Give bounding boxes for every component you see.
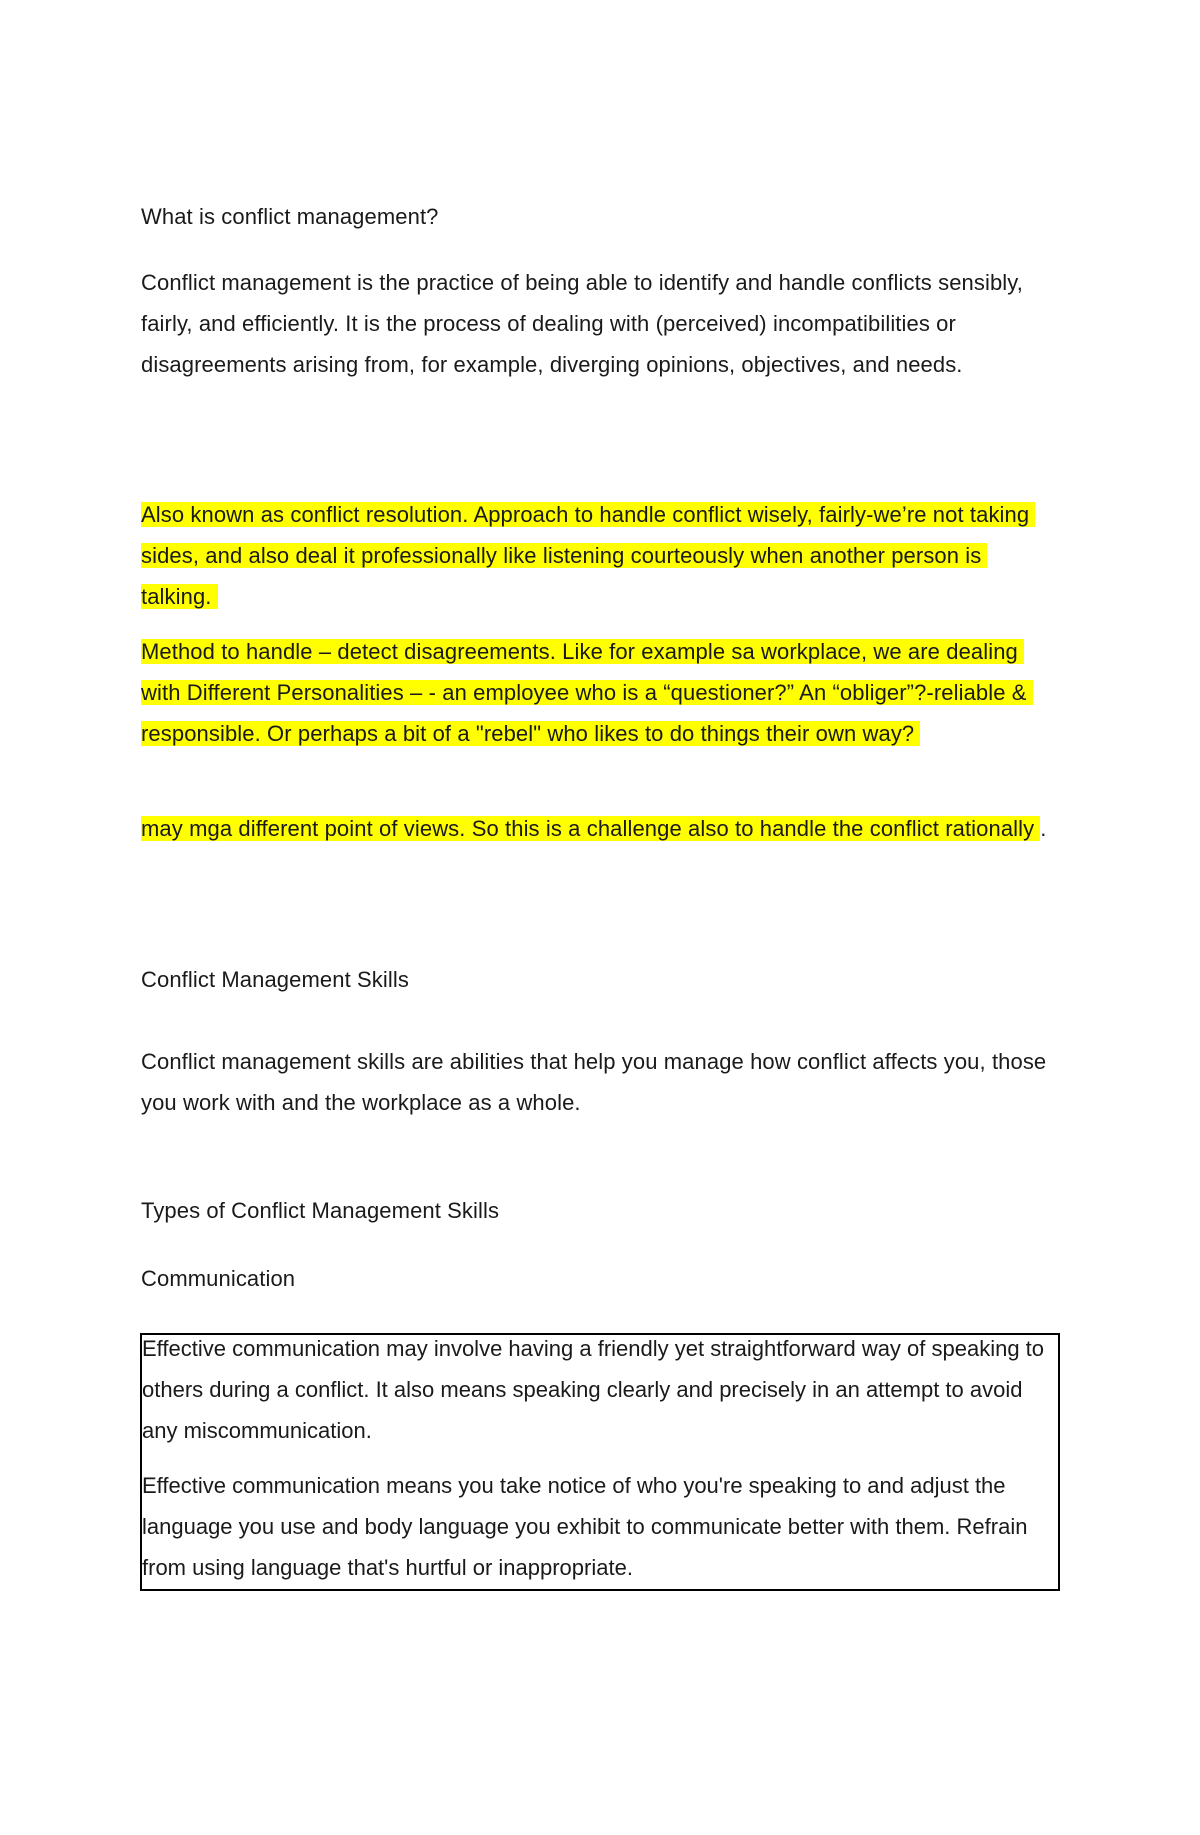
highlight-span: Method to handle – detect disagreements. Like for example sa workplace, we are dealing with Different Personalities – - an employee who is a “questioner?” An “obliger”?-reliable & responsible. Or perhaps a bit of a "rebel" who likes to do things their own way? bbox=[141, 639, 1033, 746]
highlighted-paragraph-conflict-resolution bbox=[141, 494, 1061, 617]
heading-conflict-management-skills: Conflict Management Skills bbox=[141, 967, 409, 992]
highlight-span: Also known as conflict resolution. Approach to handle conflict wisely, fairly-we’re not taking sides, and also deal it professionally like listening courteously when another person is talking. bbox=[141, 502, 1035, 609]
heading-types-of-skills: Types of Conflict Management Skills bbox=[141, 1198, 500, 1223]
paragraph-conflict-management-definition: Conflict management is the practice of being able to identify and handle conflicts sensibly, fairly, and efficiently. It is the process of dealing with (perceived) incompatibilities or disagreements arising from, for example, diverging opinions, objectives, and needs. bbox=[141, 270, 1023, 377]
highlight-tail: . bbox=[1040, 816, 1047, 841]
heading-what-is-conflict-management: What is conflict management? bbox=[141, 204, 439, 229]
paragraph-skills-definition: Conflict management skills are abilities that help you manage how conflict affects you, those you work with and the workplace as a whole. bbox=[141, 1049, 1047, 1115]
highlighted-paragraph-method-to-handle bbox=[141, 631, 1061, 754]
highlighted-paragraph-points-of-view bbox=[141, 808, 1061, 849]
heading-communication: Communication bbox=[141, 1266, 296, 1291]
box-paragraph-effective-communication: Effective communication may involve having a friendly yet straightforward way of speaking to others during a conflict. It also means speaking clearly and precisely in an attempt to avoid any miscommunication. bbox=[142, 1336, 1045, 1443]
box-paragraph-adjust-language: Effective communication means you take notice of who you're speaking to and adjust the language you use and body language you exhibit to communicate better with them. Refrain from using language that's hurtful or inappropriate. bbox=[142, 1473, 1028, 1580]
communication-text-box bbox=[140, 1333, 1060, 1591]
highlight-span: may mga different point of views. So this is a challenge also to handle the conflict rationally bbox=[141, 816, 1040, 841]
